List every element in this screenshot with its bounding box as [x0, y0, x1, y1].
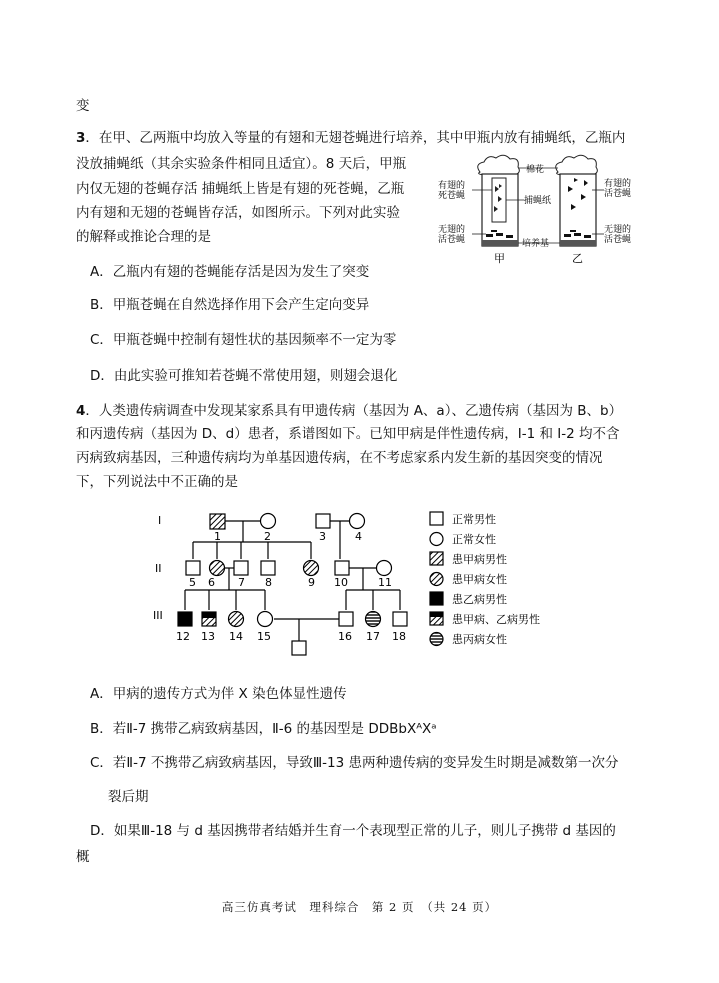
individual-ii-10: [335, 561, 349, 575]
legend-normal-male: 正常男性: [452, 513, 496, 526]
id-iii-13: 13: [201, 630, 215, 643]
question-4-line-2: 和丙遗传病（基因为 D、d）患者，系谱图如下。已知甲病是伴性遗传病，I-1 和 I-2 均不含: [76, 426, 620, 442]
legend-normal-female: 正常女性: [452, 533, 496, 546]
id-iii-16: 16: [338, 630, 352, 643]
id-i-2: 2: [264, 530, 271, 543]
id-ii-6: 6: [208, 576, 215, 589]
question-3-number: 3: [76, 130, 86, 146]
individual-iv-child: [292, 641, 306, 655]
label-winged-dead-1: 有翅的: [438, 181, 466, 191]
individual-ii-11: [377, 561, 392, 576]
individual-iii-12: [178, 612, 192, 626]
individual-ii-9: [304, 561, 319, 576]
label-winged-alive-1: 有翅的: [604, 179, 632, 189]
page-footer: 高三仿真考试 理科综合 第 2 页 （共 24 页）: [221, 900, 498, 914]
id-ii-10: 10: [334, 576, 348, 589]
question-4-number: 4: [76, 403, 86, 419]
label-cotton: 棉花: [526, 165, 545, 175]
question-4-option-d[interactable]: D．如果Ⅲ-18 与 d 基因携带者结婚并生育一个表现型正常的儿子，则儿子携带 d 基因的: [90, 823, 616, 839]
page-fragment-text: 变: [76, 98, 90, 114]
individual-ii-8: [261, 561, 275, 575]
legend-jia-yi-male: 患甲病、乙病男性: [452, 613, 540, 626]
legend-bing-female: 患丙病女性: [452, 633, 507, 646]
cotton-plug-a: [478, 155, 520, 175]
legend-bing-female-icon: [430, 633, 443, 646]
individual-i-4: [350, 514, 365, 529]
question-3-option-c[interactable]: C．甲瓶苍蝇中控制有翅性状的基因频率不一定为零: [90, 332, 397, 348]
legend-yi-male: 患乙病男性: [452, 593, 507, 606]
question-3-option-b[interactable]: B．甲瓶苍蝇在自然选择作用下会产生定向变异: [90, 297, 370, 313]
individual-i-1: [210, 514, 225, 529]
label-fly-paper: 捕蝇纸: [524, 196, 552, 206]
label-medium: 培养基: [522, 239, 550, 249]
gen-label-i: I: [158, 514, 162, 527]
question-4-option-c-cont: 裂后期: [108, 789, 149, 805]
label-winged-alive-2: 活苍蝇: [604, 189, 632, 199]
legend-yi-male-icon: [430, 592, 443, 605]
question-4-line-1: 4．人类遗传病调查中发现某家系具有甲遗传病（基因为 A、a）、乙遗传病（基因为 B、b）: [76, 403, 623, 419]
pedigree-chart: [150, 506, 570, 662]
medium-a: [482, 240, 518, 246]
label-wingless-right-2: 活苍蝇: [604, 235, 632, 245]
question-3-line-3: 内仅无翅的苍蝇存活 捕蝇纸上皆是有翅的死苍蝇，乙瓶: [76, 181, 405, 197]
question-3-line-2: 没放捕蝇纸（其余实验条件相同且适宜）。8 天后，甲瓶: [76, 156, 407, 172]
legend-normal-male-icon: [430, 512, 443, 525]
question-4-line-3: 丙病致病基因，三种遗传病均为单基因遗传病，在不考虑家系内发生新的基因突变的情况: [76, 450, 603, 466]
id-ii-11: 11: [378, 576, 392, 589]
id-iii-14: 14: [229, 630, 243, 643]
individual-iii-18: [393, 612, 407, 626]
individual-i-2: [261, 514, 276, 529]
legend-jia-female: 患甲病女性: [452, 573, 507, 586]
cotton-plug-b: [556, 155, 598, 175]
individual-iii-17: [366, 612, 381, 627]
legend-jia-male: 患甲病男性: [452, 553, 507, 566]
id-ii-7: 7: [238, 576, 245, 589]
pedigree-legend: [430, 512, 540, 646]
gen-label-iii: III: [153, 609, 163, 622]
question-4-line-4: 下，下列说法中不正确的是: [76, 474, 238, 490]
id-ii-8: 8: [265, 576, 272, 589]
question-3-line-5: 的解释或推论合理的是: [76, 229, 211, 245]
individual-iii-15: [258, 612, 273, 627]
bottle-b-label: 乙: [572, 252, 583, 265]
individual-ii-6: [210, 561, 225, 576]
label-wingless-right-1: 无翅的: [604, 225, 632, 235]
legend-jia-female-icon: [430, 573, 443, 586]
question-3-option-a[interactable]: A．乙瓶内有翅的苍蝇能存活是因为发生了突变: [90, 264, 370, 280]
question-4-option-b[interactable]: B．若Ⅱ-7 携带乙病致病基因，Ⅱ-6 的基因型是 DDBbXᴬXᵃ: [90, 721, 437, 737]
bottle-a-label: 甲: [494, 252, 505, 265]
id-iii-15: 15: [257, 630, 271, 643]
individual-ii-5: [186, 561, 200, 575]
id-ii-5: 5: [189, 576, 196, 589]
legend-normal-female-icon: [430, 533, 443, 546]
id-i-1: 1: [214, 530, 221, 543]
question-4-option-d-cont: 概: [76, 849, 90, 865]
label-wingless-left-1: 无翅的: [438, 225, 466, 235]
gen-label-ii: II: [155, 562, 162, 575]
question-4-option-a[interactable]: A．甲病的遗传方式为伴 X 染色体显性遗传: [90, 686, 347, 702]
question-3-option-d[interactable]: D．由此实验可推知若苍蝇不常使用翅，则翅会退化: [90, 368, 398, 384]
individual-i-3: [316, 514, 330, 528]
individual-ii-7: [234, 561, 248, 575]
fly-bottle-figure: [436, 154, 648, 266]
individual-iii-16: [339, 612, 353, 626]
question-3-line-1: 3．在甲、乙两瓶中均放入等量的有翅和无翅苍蝇进行培养，其中甲瓶内放有捕蝇纸，乙瓶内: [76, 130, 626, 146]
id-ii-9: 9: [308, 576, 315, 589]
label-wingless-left-2: 活苍蝇: [438, 235, 466, 245]
individual-iii-14: [229, 612, 244, 627]
legend-jia-male-icon: [430, 552, 443, 565]
medium-b: [560, 240, 596, 246]
question-3-line-4: 内有翅和无翅的苍蝇皆存活，如图所示。下列对此实验: [76, 205, 400, 221]
id-iii-17: 17: [366, 630, 380, 643]
label-winged-dead-2: 死苍蝇: [438, 191, 466, 201]
id-i-4: 4: [355, 530, 362, 543]
id-iii-12: 12: [176, 630, 190, 643]
id-i-3: 3: [319, 530, 326, 543]
id-iii-18: 18: [392, 630, 406, 643]
question-4-option-c[interactable]: C．若Ⅱ-7 不携带乙病致病基因，导致Ⅲ-13 患两种遗传病的变异发生时期是减数第一次分: [90, 755, 619, 771]
